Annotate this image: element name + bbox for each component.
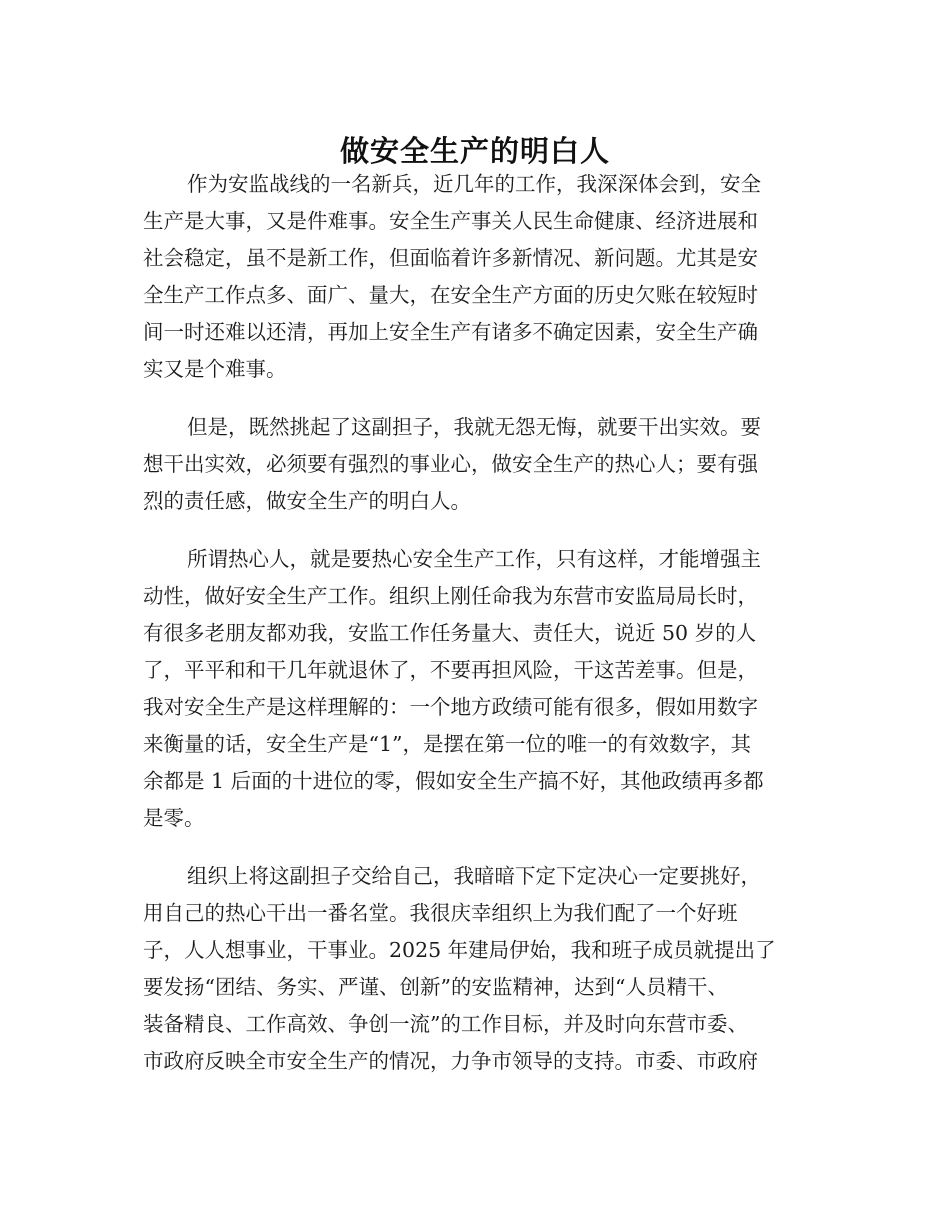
document-title: 做安全生产的明白人 — [339, 134, 610, 169]
paragraph-line: 烈的责任感，做安全生产的明白人。 — [143, 489, 471, 513]
paragraph — [143, 541, 807, 837]
paragraph — [143, 409, 807, 520]
paragraph-line: 想干出实效，必须要有强烈的事业心，做安全生产的热心人；要有强 — [143, 452, 758, 476]
paragraph-line: 作为安监战线的一名新兵，近几年的工作，我深深体会到，安全 — [187, 172, 761, 196]
paragraph-line: 用自己的热心干出一番名堂。我很庆幸组织上为我们配了一个好班 — [143, 901, 738, 925]
paragraph — [143, 858, 807, 1080]
paragraph-line: 动性，做好安全生产工作。组织上刚任命我为东营市安监局局长时， — [143, 584, 758, 608]
paragraph-line: 组织上将这副担子交给自己，我暗暗下定下定决心一定要挑好， — [187, 864, 761, 888]
paragraph-line: 有很多老朋友都劝我，安监工作任务量大、责任大，说近 50 岁的人 — [143, 621, 757, 645]
paragraph-line: 了，平平和和干几年就退休了，不要再担风险，干这苦差事。但是， — [143, 658, 758, 682]
paragraph-line: 全生产工作点多、面广、量大，在安全生产方面的历史欠账在较短时 — [143, 283, 758, 307]
paragraph-line: 要发扬“团结、务实、严谨、创新”的安监精神，达到“人员精干、 — [143, 975, 728, 999]
paragraph-line: 是零。 — [143, 806, 205, 830]
paragraph-line: 实又是个难事。 — [143, 357, 287, 381]
paragraph-line: 市政府反映全市安全生产的情况，力争市领导的支持。市委、市政府 — [143, 1049, 758, 1073]
paragraph-line: 但是，既然挑起了这副担子，我就无怨无悔，就要干出实效。要 — [187, 415, 761, 439]
paragraph — [143, 166, 807, 388]
paragraph-line: 我对安全生产是这样理解的：一个地方政绩可能有很多，假如用数字 — [143, 695, 758, 719]
paragraph-line: 生产是大事，又是件难事。安全生产事关人民生命健康、经济进展和 — [143, 209, 758, 233]
paragraph-line: 装备精良、工作高效、争创一流”的工作目标，并及时向东营市委、 — [143, 1012, 748, 1036]
paragraph-line: 余都是 1 后面的十进位的零，假如安全生产搞不好，其他政绩再多都 — [143, 769, 764, 793]
paragraph-line: 间一时还难以还清，再加上安全生产有诸多不确定因素，安全生产确 — [143, 320, 758, 344]
paragraph-line: 来衡量的话，安全生产是“1”，是摆在第一位的唯一的有效数字，其 — [143, 732, 752, 756]
paragraph-line: 社会稳定，虽不是新工作，但面临着许多新情况、新问题。尤其是安 — [143, 246, 758, 270]
document-body — [143, 166, 807, 1101]
paragraph-line: 子，人人想事业，干事业。2025 年建局伊始，我和班子成员就提出了 — [143, 938, 776, 962]
paragraph-line: 所谓热心人，就是要热心安全生产工作，只有这样，才能增强主 — [187, 547, 761, 571]
